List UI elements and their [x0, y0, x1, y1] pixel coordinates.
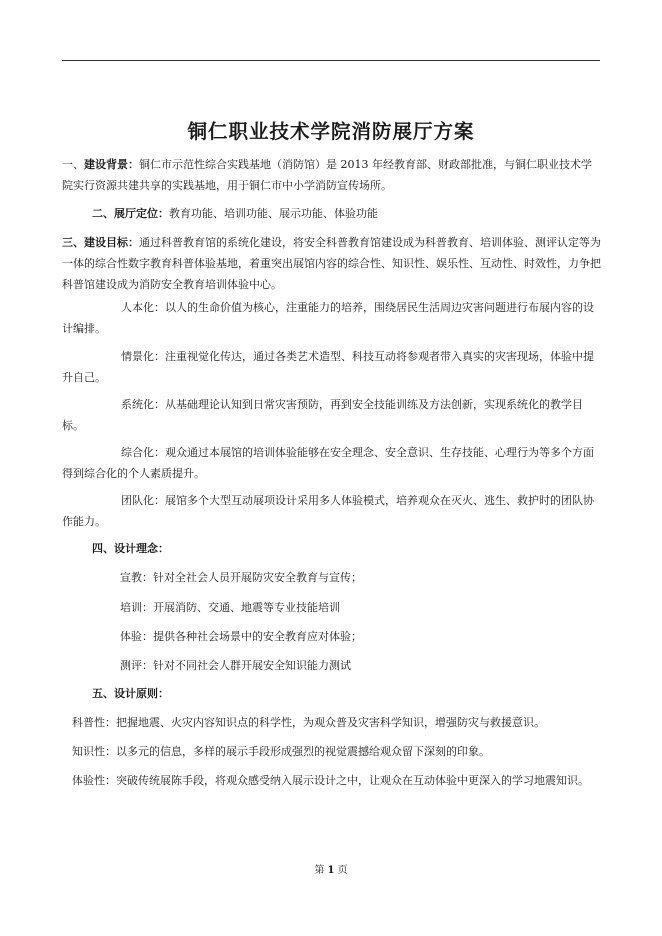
concept-item: 宣教：针对全社会人员开展防灾安全教育与宣传； — [120, 571, 362, 584]
section-goals — [62, 232, 602, 295]
goal-point-humanized: 人本化：以人的生命价值为核心，注重能力的培养，围绕居民生活周边灾害问题进行布展内容的设计编排。 — [62, 301, 594, 335]
concept-item: 测评：针对不同社会人群开展安全知识能力测试 — [120, 659, 351, 672]
section-text: 通过科普教育馆的系统化建设，将安全科普教育馆建设成为科普教育、培训体验、测评认定等为一体的综合性数字教育科普体验基地，着重突出展馆内容的综合性、知识性、娱乐性、互动性、时效性，力争把科普馆建设成为消防安全教育培训体验中心。 — [62, 236, 601, 291]
section-positioning — [62, 203, 602, 224]
goal-point-integrated: 综合化：观众通过本展馆的培训体验能够在安全理念、安全意识、生存技能、心理行为等多个方面得到综合化的个人素质提升。 — [62, 446, 594, 480]
page-number: 1 — [327, 865, 335, 876]
page-number-suffix: 页 — [337, 865, 348, 876]
section-heading: 三、建设目标： — [62, 236, 139, 249]
document-title: 铜仁职业技术学院消防展厅方案 — [187, 120, 475, 143]
principle-item: 科普性：把握地震、火灾内容知识点的科学性，为观众普及灾害科学知识，增强防灾与救援意识。 — [72, 716, 545, 729]
goal-point-scenario: 情景化：注重视觉化传达，通过各类艺术造型、科技互动将参观者带入真实的灾害现场，体验中提升自己。 — [62, 350, 594, 384]
principle-item: 知识性：以多元的信息，多样的展示手段形成强烈的视觉震撼给观众留下深刻的印象。 — [72, 745, 490, 758]
concept-item: 培训：开展消防、交通、地震等专业技能培训 — [120, 601, 340, 614]
header-rule — [62, 60, 600, 61]
section-background — [62, 154, 602, 196]
principle-item: 体验性：突破传统展陈手段，将观众感受纳入展示设计之中，让观众在互动体验中更深入的学习地震知识。 — [72, 774, 589, 787]
concept-item: 体验：提供各种社会场景中的安全教育应对体验； — [120, 630, 362, 643]
section-text: 教育功能、培训功能、展示功能、体验功能 — [169, 207, 378, 220]
section-number: 一、 — [62, 158, 84, 171]
section-heading: 建设背景： — [84, 158, 139, 171]
goal-point-systematic: 系统化：从基础理论认知到日常灾害预防，再到安全技能训练及方法创新，实现系统化的教学目标。 — [62, 398, 583, 432]
page-number-prefix: 第 — [314, 865, 325, 876]
page-footer — [0, 861, 662, 876]
section-principles-heading: 五、设计原则： — [92, 687, 169, 700]
section-concept-heading: 四、设计理念： — [92, 542, 169, 555]
section-text: 铜仁市示范性综合实践基地（消防馆）是 2013 年经教育部、财政部批准，与铜仁职业技术学院实行资源共建共享的实践基地，用于铜仁市中小学消防宣传场所。 — [62, 158, 592, 192]
goal-point-teamwork: 团队化：展馆多个大型互动展项设计采用多人体验模式，培养观众在灭火、逃生、救护时的团队协作能力。 — [62, 494, 594, 528]
section-heading: 二、展厅定位： — [92, 207, 169, 220]
